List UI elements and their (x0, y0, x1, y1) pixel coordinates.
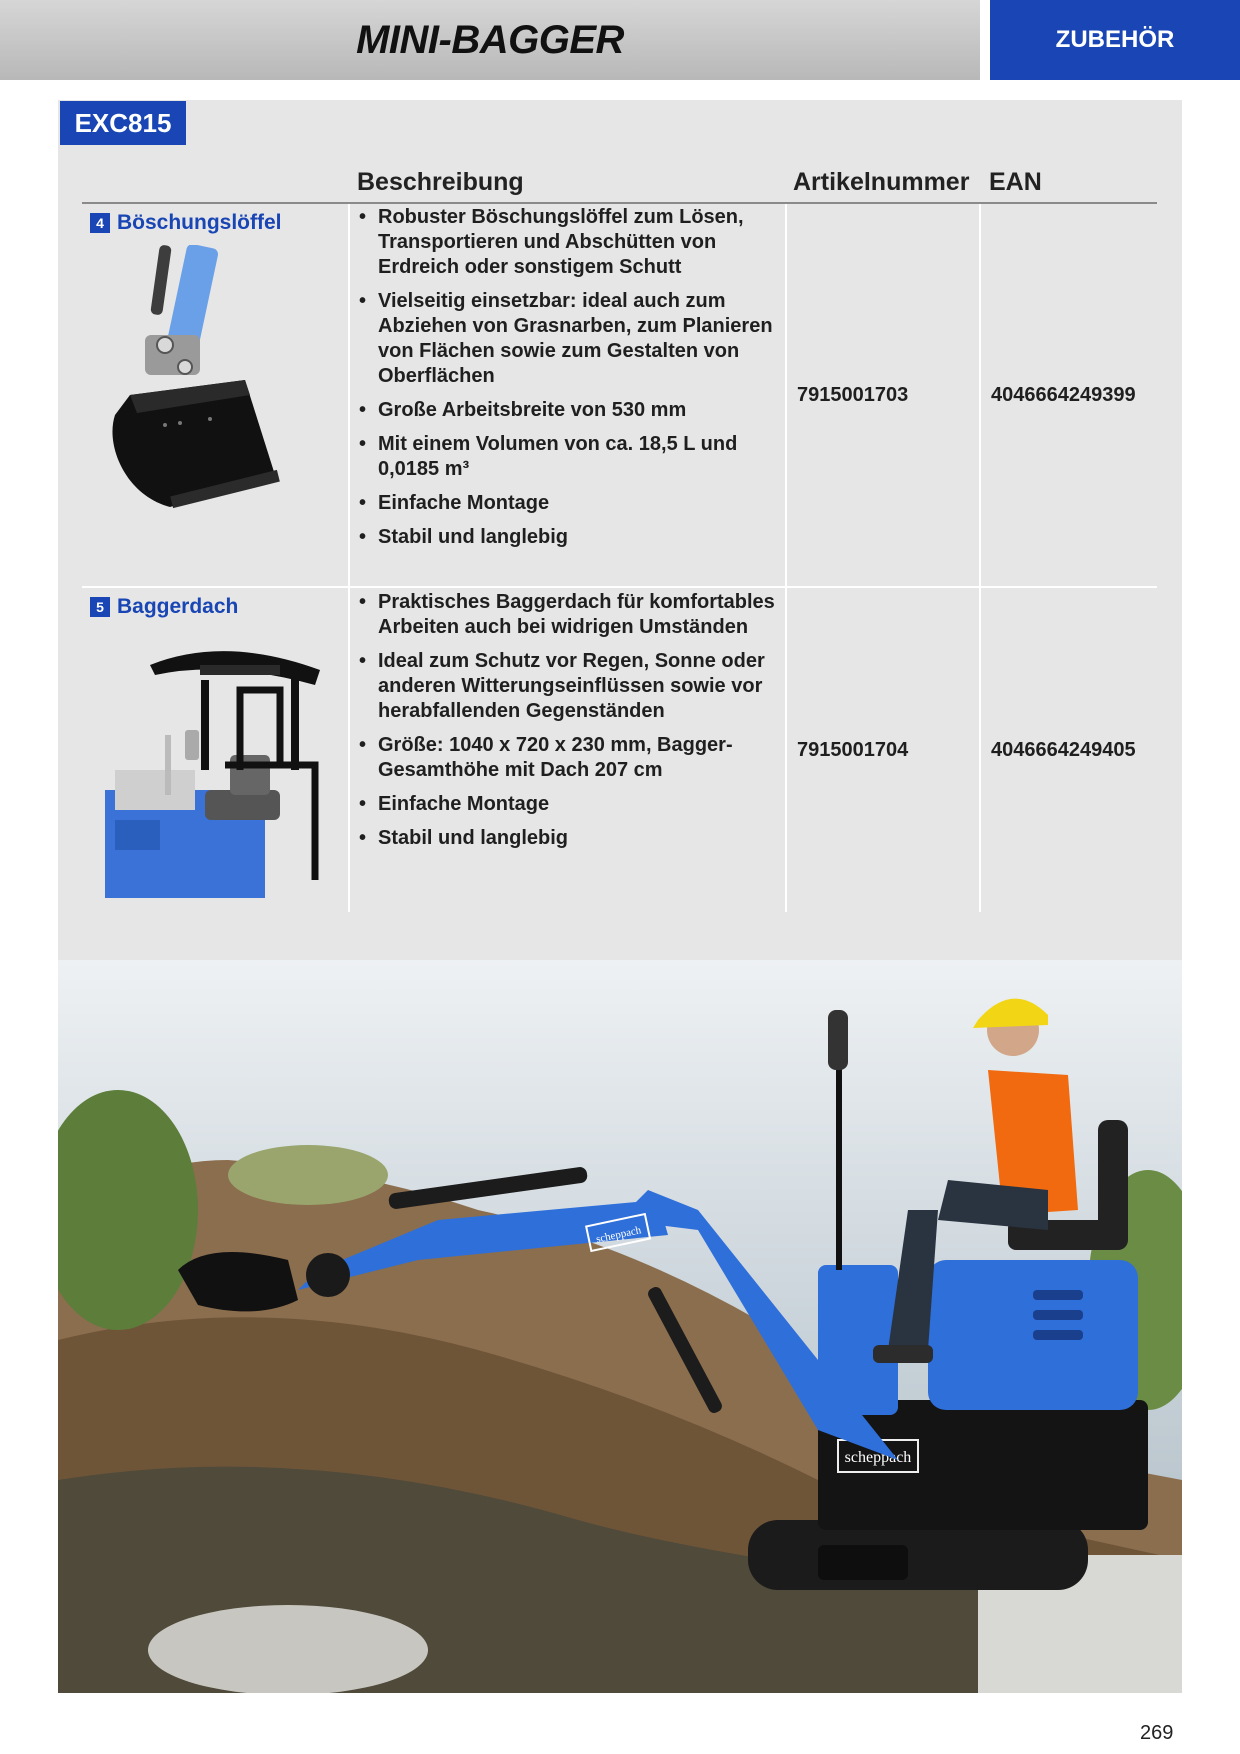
column-description: Beschreibung (357, 168, 524, 196)
product-description (358, 205, 788, 559)
product-name: Böschungslöffel (117, 211, 282, 234)
ean-code: 4046664249399 (991, 384, 1136, 406)
product-title (90, 595, 238, 619)
ean-code: 4046664249405 (991, 739, 1136, 761)
feature-item: • Stabil und langlebig (358, 826, 788, 851)
column-article: Artikelnummer (793, 168, 970, 196)
product-name: Baggerdach (117, 595, 239, 618)
model-badge: EXC815 (60, 101, 186, 145)
product-title (90, 211, 282, 235)
product-number: 4 (90, 213, 110, 233)
brand-logo: scheppach (844, 1449, 912, 1466)
feature-item: • Praktisches Baggerdach für komfortables Arbeiten auch bei widrigen Umständen (358, 590, 788, 640)
page-number: 269 (1140, 1722, 1174, 1744)
row-divider (82, 586, 1157, 588)
svg-text:scheppach: scheppach (594, 1224, 643, 1246)
feature-item: • Einfache Montage (358, 491, 788, 516)
column-ean: EAN (989, 168, 1042, 196)
feature-item: • Einfache Montage (358, 792, 788, 817)
product-number: 5 (90, 597, 110, 617)
roof-image (105, 640, 340, 898)
article-number: 7915001704 (797, 739, 909, 761)
table-header-rule (82, 202, 1157, 204)
section-tab: ZUBEHÖR (990, 0, 1240, 80)
feature-item: • Ideal zum Schutz vor Regen, Sonne oder anderen Witterungseinflüssen sowie vor herabfallenden Gegenständen (358, 649, 788, 724)
feature-item: • Stabil und langlebig (358, 525, 788, 550)
feature-item: • Robuster Böschungslöffel zum Lösen, Transportieren und Abschütten von Erdreich oder sonstigem Schutt (358, 205, 788, 280)
article-number: 7915001703 (797, 384, 909, 406)
column-divider (979, 204, 981, 912)
page-title: MINI-BAGGER (356, 17, 624, 62)
excavator-photo (58, 960, 1182, 1693)
bucket-image (105, 245, 285, 515)
column-divider (348, 204, 350, 912)
feature-item: • Große Arbeitsbreite von 530 mm (358, 398, 788, 423)
feature-item: • Mit einem Volumen von ca. 18,5 L und 0,0185 m³ (358, 432, 788, 482)
product-description (358, 590, 788, 860)
feature-item: • Vielseitig einsetzbar: ideal auch zum Abziehen von Grasnarben, zum Planieren von Flächen sowie zum Gestalten von Oberflächen (358, 289, 788, 389)
feature-item: • Größe: 1040 x 720 x 230 mm, Bagger-Gesamthöhe mit Dach 207 cm (358, 733, 788, 783)
